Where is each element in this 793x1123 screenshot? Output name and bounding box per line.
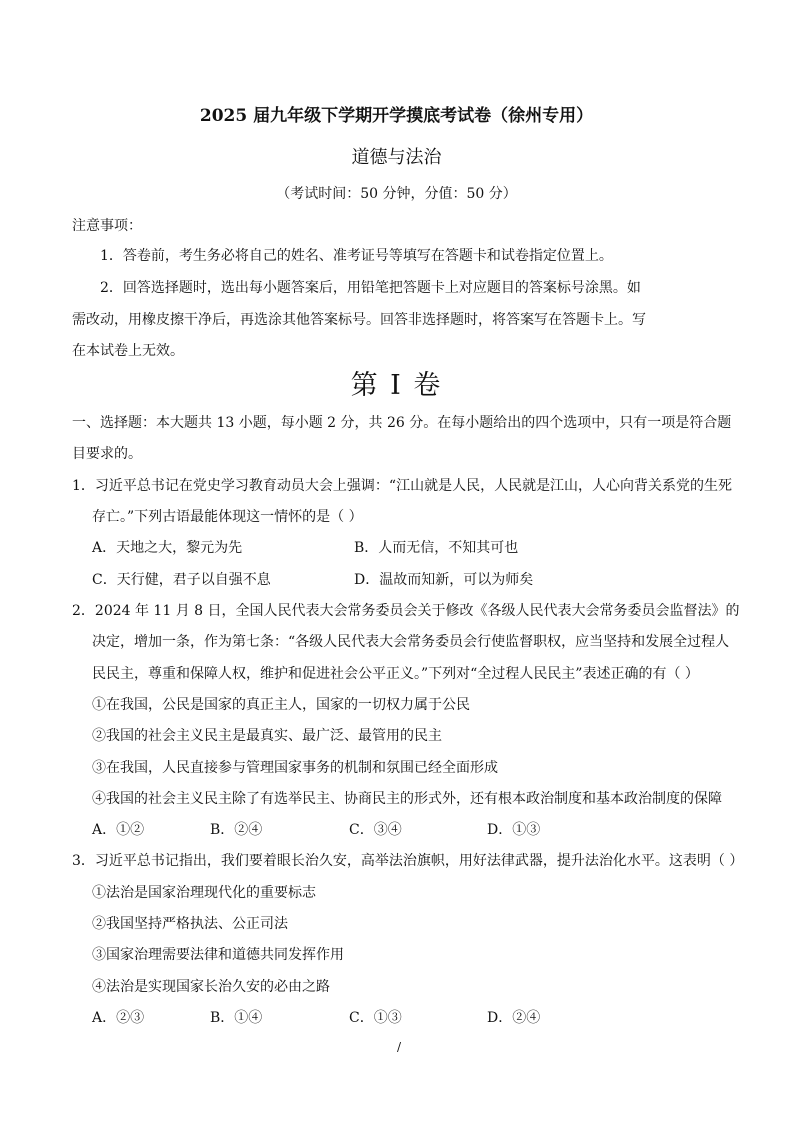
note-item-2-line-3: 在本试卷上无效。 — [72, 343, 184, 359]
section-instruction-line-2: 目要求的。 — [72, 446, 142, 462]
notes-heading: 注意事项： — [72, 218, 142, 234]
q2-stem-line-1: 2．2024 年 11 月 8 日，全国人民代表大会常务委员会关于修改《各级人民代表大会常务委员会监督法》的 — [72, 603, 740, 619]
q2-option-a: A．①② — [92, 822, 145, 838]
q2-statement-3: ③在我国，人民直接参与管理国家事务的机制和氛围已经全面形成 — [92, 760, 498, 776]
q2-stem-line-2: 决定，增加一条，作为第七条：“各级人民代表大会常务委员会行使监督职权，应当坚持和发展全过程人 — [92, 634, 730, 650]
q2-statement-4: ④我国的社会主义民主除了有选举民主、协商民主的形式外，还有根本政治制度和基本政治制度的保障 — [92, 791, 722, 807]
q1-stem-line-2: 存亡。”下列古语最能体现这一情怀的是（ ） — [92, 509, 363, 525]
q1-option-b: B．人而无信，不知其可也 — [354, 540, 519, 556]
q3-option-b: B．①④ — [210, 1010, 263, 1026]
q1-option-d: D．温故而知新，可以为师矣 — [354, 572, 534, 588]
subject-title: 道德与法治 — [351, 147, 442, 168]
q2-option-d: D．①③ — [487, 822, 541, 838]
q3-statement-4: ④法治是实现国家长治久安的必由之路 — [92, 979, 330, 995]
q2-option-c: C．③④ — [349, 822, 402, 838]
exam-info: （考试时间：50 分钟，分值：50 分） — [276, 186, 517, 202]
exam-title: 2025 届九年级下学期开学摸底考试卷（徐州专用） — [199, 106, 594, 126]
q2-statement-1: ①在我国，公民是国家的真正主人，国家的一切权力属于公民 — [92, 697, 470, 713]
q1-option-c: C．天行健，君子以自强不息 — [92, 572, 271, 588]
q3-stem-line-1: 3．习近平总书记指出，我们要着眼长治久安，高举法治旗帜，用好法律武器，提升法治化水平。这表明（ ） — [72, 853, 744, 869]
q2-option-b: B．②④ — [210, 822, 263, 838]
q2-statement-2: ②我国的社会主义民主是最真实、最广泛、最管用的民主 — [92, 728, 442, 744]
q3-statement-1: ①法治是国家治理现代化的重要标志 — [92, 885, 316, 901]
q3-option-d: D．②④ — [487, 1010, 541, 1026]
q3-statement-2: ②我国坚持严格执法、公正司法 — [92, 916, 288, 932]
q2-stem-line-3: 民民主，尊重和保障人权，维护和促进社会公平正义。”下列对“全过程人民民主”表述正确的有（ ） — [92, 666, 699, 682]
q3-option-c: C．①③ — [349, 1010, 402, 1026]
q1-option-a: A．天地之大，黎元为先 — [92, 540, 243, 556]
section-title: 第 I 卷 — [350, 370, 443, 401]
q1-stem-line-1: 1．习近平总书记在党史学习教育动员大会上强调：“江山就是人民，人民就是江山，人心向背关系党的生死 — [72, 478, 733, 494]
q3-statement-3: ③国家治理需要法律和道德共同发挥作用 — [92, 947, 344, 963]
note-item-2-line-2: 需改动，用橡皮擦干净后，再选涂其他答案标号。回答非选择题时，将答案写在答题卡上。写 — [72, 312, 646, 328]
note-item-1: 1．答卷前，考生务必将自己的姓名、准考证号等填写在答题卡和试卷指定位置上。 — [100, 248, 613, 264]
section-instruction-line-1: 一、选择题：本大题共 13 小题，每小题 2 分，共 26 分。在每小题给出的四个选项中，只有一项是符合题 — [72, 415, 732, 431]
note-item-2-line-1: 2．回答选择题时，选出每小题答案后，用铅笔把答题卡上对应题目的答案标号涂黑。如 — [100, 280, 641, 296]
q3-option-a: A．②③ — [92, 1010, 145, 1026]
page-number-mark: / — [397, 1040, 402, 1054]
